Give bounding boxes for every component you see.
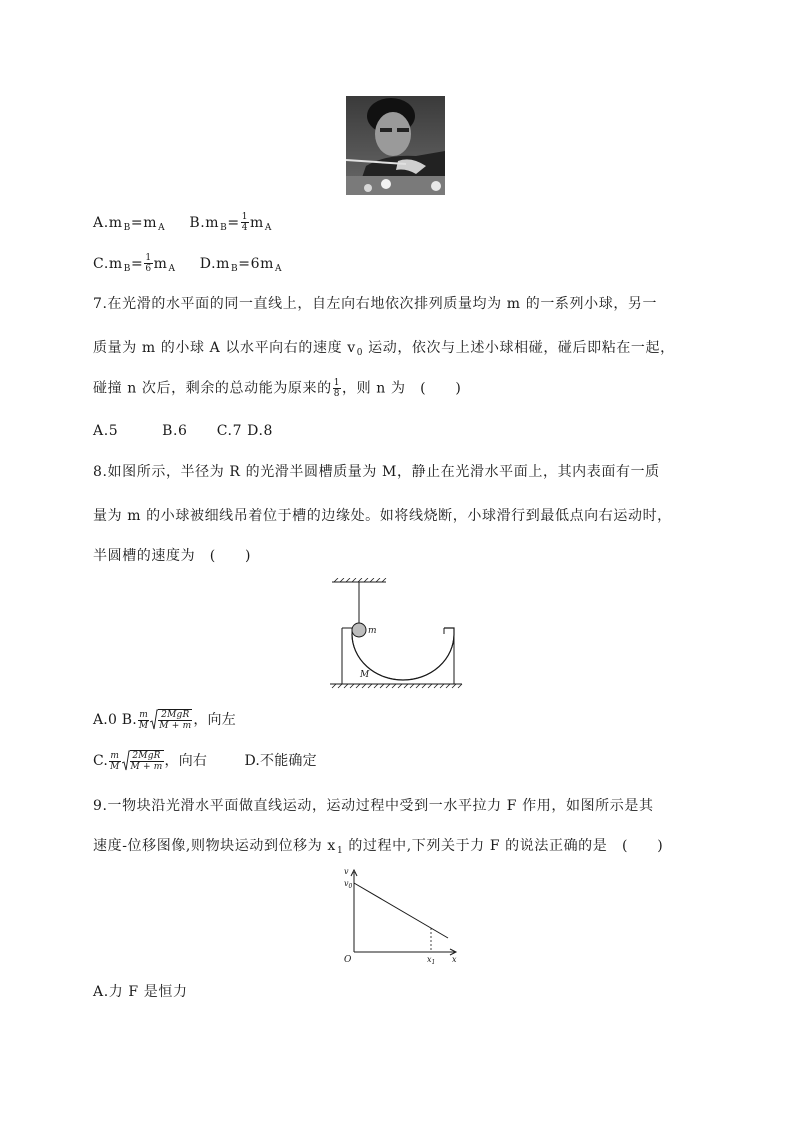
q6-option-a: $A.m_B=m_A$ [93,214,166,233]
half-pipe-diagram [328,578,464,690]
ball-mass-label: m [368,626,377,636]
q8-option-d: D.不能确定 [244,753,317,769]
q8-line-3: 半圆槽的速度为 ( ) [93,548,252,564]
q6-option-b: $B.m_B=$ $\frac{1}{4}$ $m_A$ [189,212,273,233]
q8-line-2: 量为 m 的小球被细线吊着位于槽的边缘处。如将线烧断，小球滑行到最低点向右运动时， [93,508,672,524]
q7-line-3: 碰撞 n 次后，剩余的总动能为原来的 $\frac{1}{8}$ ，则 n 为 ( ) [93,378,462,399]
q7-line-1: 7.在光滑的水平面的同一直线上，自左向右地依次排列质量均为 m 的一系列小球，另一 [93,296,658,312]
q6-option-c: $C.m_B=$ $\frac{1}{6}$ $m_A$ [93,253,176,274]
q6-option-d: $D.m_B=6m_A$ [199,255,283,274]
origin-label: O [344,955,352,965]
q8-option-a: A.0 [93,712,118,728]
q9-line-1: 9.一物块沿光滑水平面做直线运动，运动过程中受到一水平拉力 F 作用，如图所示是其 [93,798,654,814]
q6-options-ab [93,212,272,238]
v0-label: $v_0$ [344,879,353,890]
velocity-line [354,883,448,938]
trough-mass-label: M [360,670,370,680]
q8-options-ab [93,709,236,731]
q6-options-cd [93,253,282,279]
q8-line-1: 8.如图所示，半径为 R 的光滑半圆槽质量为 M，静止在光滑水平面上，其内表面有一质 [93,464,660,480]
velocity-displacement-graph [336,866,466,966]
q7-line-2: 质量为 m 的小球 A 以水平向右的速度 $v_0$ 运动，依次与上述小球相碰，碰后即粘在一起， [93,340,675,358]
v-axis-label: v [344,867,349,876]
q7-options: A.5 B.6 C.7 D.8 [93,423,274,439]
q8-options-cd [93,750,317,772]
x1-label: $x_1$ [427,955,436,966]
q8-option-c: C. $\frac{m}{M}$ $\frac{\text{2MgR}}{M + m}$ ，向右 [93,750,208,772]
q9-option-a: A.力 F 是恒力 [93,984,188,1000]
q8-option-b: B. $\frac{m}{M}$ $\frac{\text{2MgR}}{M + m}$ ，向左 [121,709,236,731]
q9-line-2: 速度-位移图像,则物块运动到位移为 $x_1$ 的过程中,下列关于力 F 的说法正确的是 ( ) [93,838,664,856]
x-axis-label: x [452,955,457,964]
snooker-player-photo [346,96,445,195]
